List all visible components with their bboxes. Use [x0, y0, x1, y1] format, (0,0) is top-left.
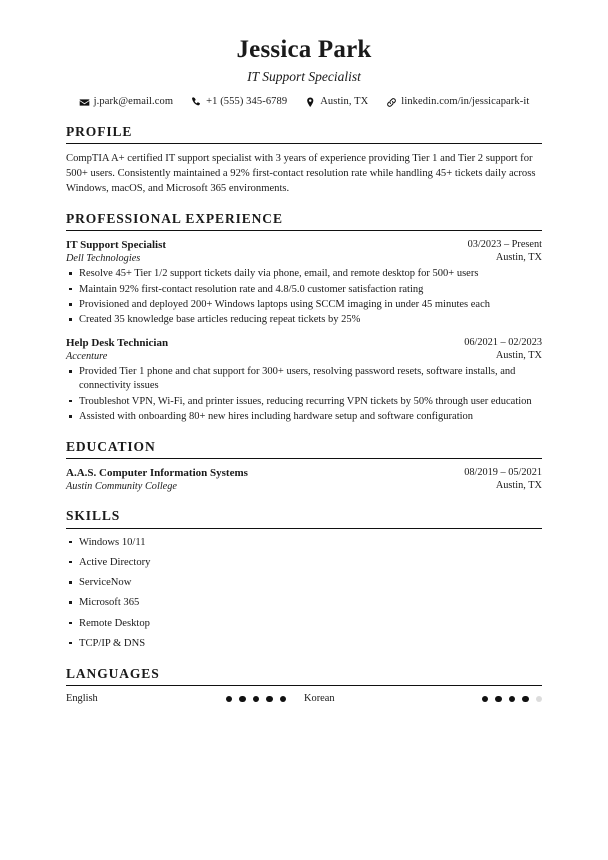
job-bullet-list: [66, 365, 542, 423]
candidate-name: Jessica Park: [236, 36, 372, 63]
proficiency-dot-filled: [482, 696, 489, 703]
section-divider: [66, 230, 542, 231]
section-divider: [66, 528, 542, 529]
education-location: Austin, TX: [495, 480, 542, 492]
link-icon: [386, 97, 397, 108]
language-proficiency-dots: [482, 696, 543, 703]
proficiency-dot-filled: [509, 696, 516, 703]
proficiency-dot-filled: [226, 696, 233, 703]
proficiency-dot-filled: [253, 696, 260, 703]
section-title-languages: LANGUAGES: [66, 665, 160, 681]
contact-item[interactable]: [79, 96, 174, 109]
skill-item: Remote Desktop: [66, 617, 542, 631]
entry-left: [66, 238, 166, 265]
degree-title: A.A.S. Computer Information Systems: [66, 467, 248, 480]
section-profile: [66, 124, 542, 196]
proficiency-dot-filled: [239, 696, 246, 703]
language-name: English: [66, 692, 98, 704]
job-bullet: Maintain 92% first-contact resolution rate and 4.8/5.0 customer satisfaction rating: [66, 283, 542, 297]
language-proficiency-dots: [226, 696, 287, 703]
proficiency-dot-filled: [266, 696, 273, 703]
section-title-experience: PROFESSIONAL EXPERIENCE: [66, 210, 283, 226]
contact-text: j.park@email.com: [93, 95, 174, 107]
entry-right: [468, 238, 542, 264]
map-pin-icon: [305, 97, 316, 108]
skill-item: ServiceNow: [66, 576, 542, 590]
job-bullet-list: [66, 267, 542, 327]
candidate-headline: IT Support Specialist: [247, 68, 361, 84]
proficiency-dot-empty: [536, 696, 543, 703]
proficiency-dot-filled: [522, 696, 529, 703]
skills-list: [66, 536, 542, 651]
contact-text: Austin, TX: [320, 95, 369, 107]
company-name: Dell Technologies: [66, 253, 141, 265]
entry-header: [66, 466, 542, 493]
entry-left: [66, 466, 248, 493]
education-dates: 08/2019 – 05/2021: [464, 467, 542, 479]
proficiency-dot-filled: [280, 696, 287, 703]
contact-item[interactable]: [191, 96, 287, 109]
experience-entry: [66, 336, 542, 424]
entry-right: [464, 466, 542, 492]
section-experience: [66, 211, 542, 424]
section-education: [66, 439, 542, 493]
job-bullet: Provided Tier 1 phone and chat support for 300+ users, resolving password resets, software installs, and connectivity issues: [66, 365, 542, 393]
skill-item: Microsoft 365: [66, 596, 542, 610]
languages-row: [66, 693, 542, 705]
contact-item[interactable]: [386, 96, 529, 109]
contact-text: linkedin.com/in/jessicapark-it: [401, 95, 530, 107]
language-item: [66, 693, 304, 705]
job-location: Austin, TX: [495, 350, 542, 362]
section-languages: [66, 666, 542, 706]
job-bullet: Created 35 knowledge base articles reducing repeat tickets by 25%: [66, 313, 542, 327]
skill-item: Windows 10/11: [66, 536, 542, 550]
job-bullet: Provisioned and deployed 200+ Windows laptops using SCCM imaging in under 45 minutes each: [66, 298, 542, 312]
entry-right: [464, 336, 542, 362]
language-name: Korean: [304, 692, 335, 704]
section-divider: [66, 458, 542, 459]
section-divider: [66, 685, 542, 686]
section-skills: [66, 508, 542, 650]
job-title: IT Support Specialist: [66, 239, 167, 251]
section-divider: [66, 143, 542, 144]
job-title: Help Desk Technician: [66, 337, 169, 350]
contact-item[interactable]: [305, 96, 368, 109]
phone-icon: [191, 97, 202, 108]
entry-header: [66, 238, 542, 265]
language-item: [304, 693, 542, 705]
envelope-icon: [79, 97, 90, 108]
skill-item: TCP/IP & DNS: [66, 637, 542, 651]
resume-header: [66, 36, 542, 109]
company-name: Accenture: [66, 351, 108, 363]
job-bullet: Assisted with onboarding 80+ new hires including hardware setup and software configuration: [66, 410, 542, 424]
section-title-profile: PROFILE: [66, 123, 133, 139]
school-name: Austin Community College: [66, 481, 177, 493]
skill-item: Active Directory: [66, 556, 542, 570]
experience-entry: [66, 238, 542, 327]
contact-text: +1 (555) 345-6789: [206, 95, 288, 107]
section-title-skills: SKILLS: [66, 508, 121, 524]
job-dates: 03/2023 – Present: [467, 239, 542, 250]
job-dates: 06/2021 – 02/2023: [464, 337, 542, 349]
education-list: [66, 466, 542, 493]
proficiency-dot-filled: [495, 696, 502, 703]
entry-header: [66, 336, 542, 363]
experience-list: [66, 238, 542, 424]
job-location: Austin, TX: [495, 252, 542, 264]
education-entry: [66, 466, 542, 493]
contact-bar: [66, 96, 542, 109]
section-title-education: EDUCATION: [66, 438, 156, 454]
profile-summary: CompTIA A+ certified IT support specialist with 3 years of experience providing Tier 1 and Tier 2 support for 500+ users. Consistently maintained a 92% first-contact resolution rate while handling 45+ tickets daily across Windows, macOS, and Microsoft 365 environments.: [66, 152, 536, 194]
job-bullet: Troubleshot VPN, Wi-Fi, and printer issues, reducing recurring VPN tickets by 50% through user education: [66, 395, 542, 409]
entry-left: [66, 336, 168, 363]
job-bullet: Resolve 45+ Tier 1/2 support tickets daily via phone, email, and remote desktop for 500+ users: [66, 267, 542, 281]
